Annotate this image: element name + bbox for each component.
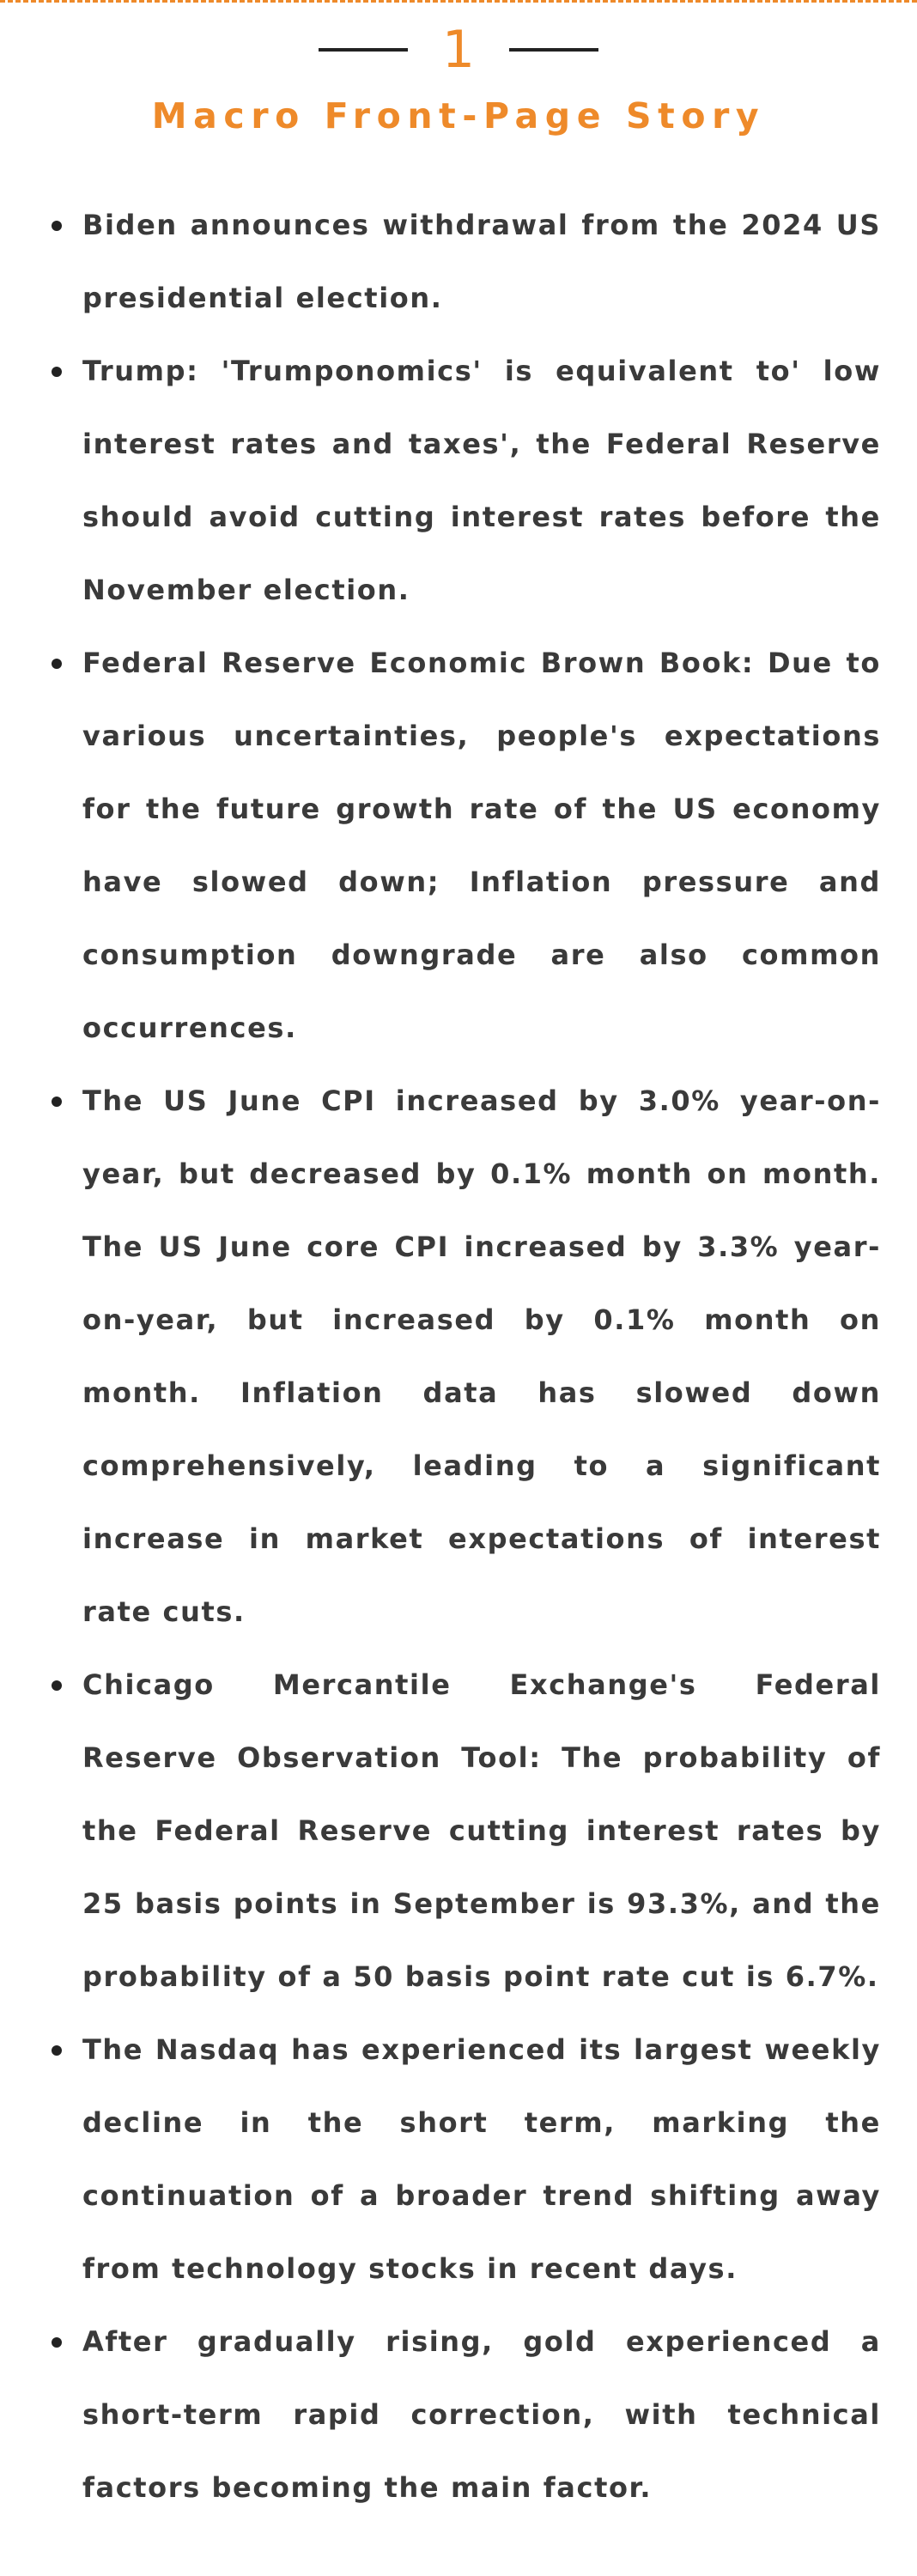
bullet-item-gold xyxy=(48,2306,881,2524)
bullet-dot-icon xyxy=(52,1680,62,1691)
bullet-text: The US June CPI increased by 3.0% year-on-year, but decreased by 0.1% month on month. The US June core CPI increased by 3.3% year-on-year, but increased by 0.1% month on month. Inflation data has slowed down comprehensively, leading to a significant increase in market expectations of interest rate cuts. xyxy=(82,1084,881,1628)
left-rule xyxy=(319,48,408,52)
section-title: Macro Front-Page Story xyxy=(151,95,766,137)
bullet-text: Trump: 'Trumponomics' is equivalent to' low interest rates and taxes', the Federal Reserve should avoid cutting interest rates before the November election. xyxy=(82,355,881,606)
top-dashed-border xyxy=(0,0,917,3)
bullet-text: After gradually rising, gold experienced a short-term rapid correction, with technical factors becoming the main factor. xyxy=(82,2325,881,2504)
bullet-dot-icon xyxy=(52,1097,62,1107)
section-number-row xyxy=(0,15,917,84)
bullet-text: Federal Reserve Economic Brown Book: Due to various uncertainties, people's expectations for the future growth rate of the US economy have slowed down; Inflation pressure and consumption downgrade are also common occurrences. xyxy=(82,647,881,1044)
bullet-dot-icon xyxy=(52,367,62,377)
bullet-item-brown-book xyxy=(48,627,881,1065)
bullet-item-cpi xyxy=(48,1065,881,1649)
bullet-text: The Nasdaq has experienced its largest weekly decline in the short term, marking the continuation of a broader trend shifting away from technology stocks in recent days. xyxy=(82,2033,881,2285)
bullet-dot-icon xyxy=(52,221,62,231)
bullet-text: Chicago Mercantile Exchange's Federal Reserve Observation Tool: The probability of the Federal Reserve cutting interest rates by 25 basis points in September is 93.3%, and the probability of a 50 basis point rate cut is 6.7%. xyxy=(82,1668,881,1993)
news-bullet-list xyxy=(48,189,881,2524)
section-header xyxy=(0,15,917,137)
bullet-dot-icon xyxy=(52,2045,62,2056)
bullet-dot-icon xyxy=(52,659,62,669)
right-rule xyxy=(509,48,598,52)
bullet-dot-icon xyxy=(52,2337,62,2348)
bullet-item-cme-fedwatch xyxy=(48,1649,881,2014)
bullet-item-nasdaq xyxy=(48,2014,881,2306)
bullet-item-trump xyxy=(48,335,881,627)
bullet-text: Biden announces withdrawal from the 2024 US presidential election. xyxy=(82,209,881,314)
section-number: 1 xyxy=(441,20,476,80)
bullet-item-biden xyxy=(48,189,881,335)
